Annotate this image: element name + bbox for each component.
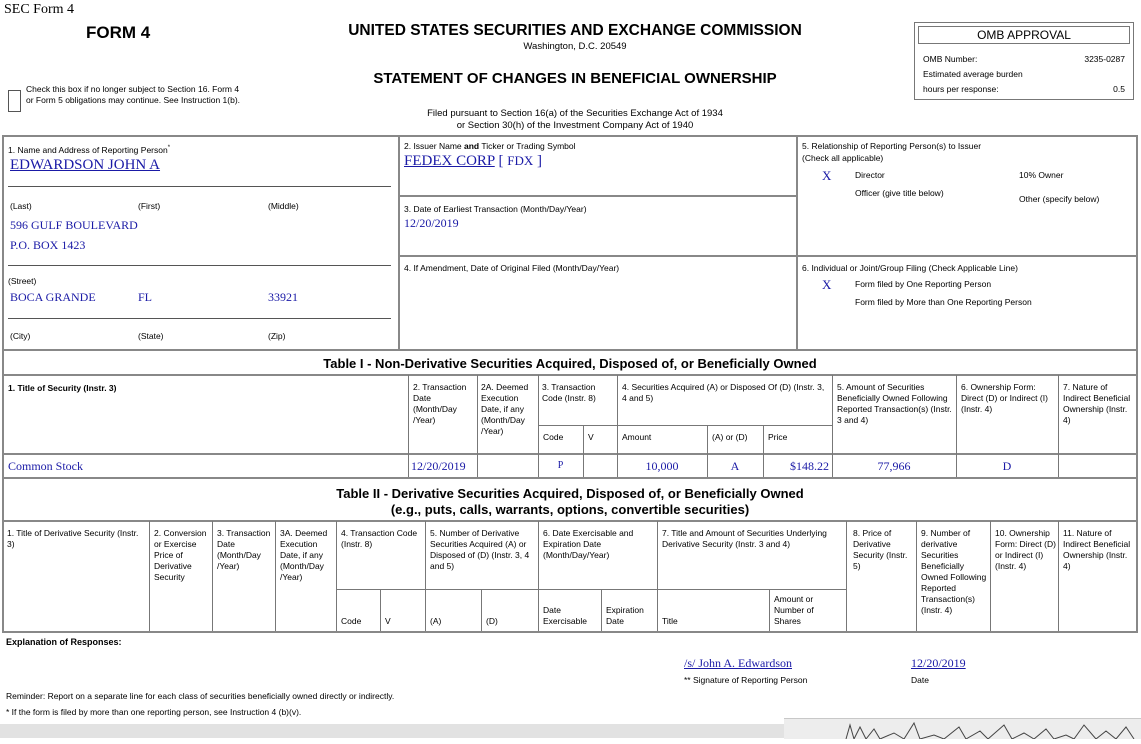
t1-col-title: 1. Title of Security (Instr. 3) — [8, 383, 117, 393]
table2-subtitle: (e.g., puts, calls, warrants, options, convertible securities) — [390, 502, 750, 517]
first-name-label: (First) — [138, 201, 161, 211]
omb-approval-box — [914, 22, 1134, 100]
earliest-transaction-label: 3. Date of Earliest Transaction (Month/Day/Year) — [404, 204, 587, 214]
omb-number-value: 3235-0287 — [1084, 54, 1125, 64]
omb-hours-label: hours per response: — [923, 84, 999, 94]
address-line2: P.O. BOX 1423 — [10, 238, 86, 252]
t2-col-exercise-expiration: 6. Date Exercisable and Expiration Date (Month/Day/Year) — [543, 528, 634, 560]
t2-sub-a: (A) — [430, 616, 442, 626]
city-label: (City) — [10, 331, 31, 341]
t1-col-amount-owned: 5. Amount of Securities Beneficially Owned Following Reported Transaction(s) (Instr. 3 and 4) — [837, 382, 952, 425]
t2-col-nature: 11. Nature of Indirect Beneficial Ownership (Instr. 4) — [1063, 528, 1131, 571]
t2-sub-code: Code — [341, 616, 362, 626]
t1-row-owned: 77,966 — [877, 459, 911, 473]
sec-form-label: SEC Form 4 — [4, 2, 75, 17]
state-label: (State) — [138, 331, 164, 341]
reporting-person-label: 1. Name and Address of Reporting Person* — [8, 144, 171, 155]
t1-row-amount: 10,000 — [645, 459, 679, 473]
zip-label: (Zip) — [268, 331, 286, 341]
t2-col-underlying: 7. Title and Amount of Securities Underlying Derivative Security (Instr. 3 and 4) — [662, 528, 827, 549]
t1-sub-a-or-d: (A) or (D) — [712, 432, 748, 442]
t1-row-title: Common Stock — [8, 459, 84, 473]
t1-col-nature: 7. Nature of Indirect Beneficial Ownership (Instr. 4) — [1063, 382, 1131, 425]
table-row — [2, 455, 1136, 477]
last-name-label: (Last) — [10, 201, 32, 211]
table1-title: Table I - Non-Derivative Securities Acquired, Disposed of, or Beneficially Owned — [323, 356, 817, 371]
reporting-person-name-link[interactable]: EDWARDSON JOHN A — [10, 157, 161, 173]
t2-col-conversion-price: 2. Conversion or Exercise Price of Derivative Security — [154, 528, 207, 582]
section16-checkbox[interactable] — [8, 90, 21, 112]
table2-title: Table II - Derivative Securities Acquired, Disposed of, or Beneficially Owned — [336, 486, 804, 501]
t1-col-ownership-form: 6. Ownership Form: Direct (D) or Indirect (I) (Instr. 4) — [961, 382, 1048, 414]
t1-row-code: P — [557, 460, 564, 471]
issuer-ticker-link[interactable]: FDX — [507, 153, 534, 168]
omb-hours-value: 0.5 — [1113, 84, 1125, 94]
zip-value: 33921 — [268, 290, 298, 304]
t2-sub-amount-shares: Amount or Number of Shares — [774, 594, 814, 626]
t1-sub-price: Price — [768, 432, 788, 442]
director-mark: X — [822, 168, 832, 183]
t1-col-deemed-date: 2A. Deemed Execution Date, if any (Month/Day /Year) — [481, 382, 529, 436]
other-label: Other (specify below) — [1019, 194, 1100, 204]
issuer-name-ticker: FEDEX CORP [ FDX ] — [404, 153, 542, 169]
t2-sub-date-exercisable: Date Exercisable — [543, 605, 587, 626]
signature-link[interactable]: /s/ John A. Edwardson — [684, 656, 792, 670]
issuer-label: 2. Issuer Name and Ticker or Trading Symbol — [404, 141, 576, 151]
state-value: FL — [138, 290, 153, 304]
director-label: Director — [855, 170, 885, 180]
street-label: (Street) — [8, 276, 37, 286]
t2-sub-v: V — [385, 616, 391, 626]
t1-row-a-or-d: A — [730, 459, 740, 473]
t1-row-price: $148.22 — [790, 459, 829, 473]
signature-date: 12/20/2019 — [911, 656, 966, 670]
t2-col-price: 8. Price of Derivative Security (Instr. 5) — [853, 528, 908, 571]
more-persons-label: Form filed by More than One Reporting Person — [855, 297, 1032, 307]
omb-burden-label: Estimated average burden — [923, 69, 1023, 79]
statement-title: STATEMENT OF CHANGES IN BENEFICIAL OWNERSHIP — [373, 70, 777, 87]
signature-label: ** Signature of Reporting Person — [684, 675, 808, 685]
address-line1: 596 GULF BOULEVARD — [10, 218, 138, 232]
one-person-mark: X — [822, 277, 832, 292]
t2-col-title: 1. Title of Derivative Security (Instr. 3) — [7, 528, 139, 549]
relationship-label: 5. Relationship of Reporting Person(s) to Issuer — [802, 141, 982, 151]
t2-col-number-owned: 9. Number of derivative Securities Beneficially Owned Following Reported Transaction(s) (Instr. 4) — [921, 528, 987, 615]
t1-sub-v: V — [588, 432, 594, 442]
t2-sub-title: Title — [662, 616, 678, 626]
filing-label: 6. Individual or Joint/Group Filing (Check Applicable Line) — [802, 263, 1018, 273]
adjacent-window-edge — [784, 718, 1141, 739]
date-label: Date — [911, 675, 929, 685]
t2-col-transaction-date: 3. Transaction Date (Month/Day /Year) — [217, 528, 271, 571]
explanation-label: Explanation of Responses: — [6, 637, 122, 647]
omb-number-label: OMB Number: — [923, 54, 978, 64]
t1-col-acquired-disposed: 4. Securities Acquired (A) or Disposed Of (D) (Instr. 3, 4 and 5) — [622, 382, 825, 403]
reminder-text: Reminder: Report on a separate line for each class of securities beneficially owned directly or indirectly. — [6, 691, 395, 701]
t1-sub-code: Code — [543, 432, 564, 442]
form-number: FORM 4 — [86, 23, 151, 42]
issuer-name-link[interactable]: FEDEX CORP — [404, 153, 495, 169]
t2-sub-d: (D) — [486, 616, 498, 626]
one-person-label: Form filed by One Reporting Person — [855, 279, 992, 289]
officer-label: Officer (give title below) — [855, 188, 944, 198]
t1-row-ownership-form: D — [1002, 459, 1012, 473]
agency-title: UNITED STATES SECURITIES AND EXCHANGE COMMISSION — [348, 22, 802, 39]
ten-percent-owner-label: 10% Owner — [1019, 170, 1064, 180]
t1-col-code: 3. Transaction Code (Instr. 8) — [542, 382, 596, 403]
t2-sub-expiration-date: Expiration Date — [606, 605, 644, 626]
filed-pursuant-text: Filed pursuant to Section 16(a) of the Securities Exchange Act of 1934 or Section 30(h) of the Investment Company Act of 1940 — [427, 108, 723, 131]
chart-preview-icon — [784, 719, 1141, 739]
t2-col-derivative-acquired: 5. Number of Derivative Securities Acquired (A) or Disposed of (D) (Instr. 3, 4 and 5) — [430, 528, 530, 571]
city-value: BOCA GRANDE — [10, 290, 96, 304]
agency-location: Washington, D.C. 20549 — [523, 41, 627, 52]
t1-sub-amount: Amount — [622, 432, 652, 442]
earliest-transaction-date: 12/20/2019 — [404, 216, 459, 230]
t2-col-code: 4. Transaction Code (Instr. 8) — [341, 528, 418, 549]
t1-col-transaction-date: 2. Transaction Date (Month/Day /Year) — [413, 382, 467, 425]
amendment-label: 4. If Amendment, Date of Original Filed (Month/Day/Year) — [404, 263, 620, 273]
middle-name-label: (Middle) — [268, 201, 299, 211]
t1-row-date: 12/20/2019 — [411, 459, 466, 473]
relationship-sublabel: (Check all applicable) — [802, 153, 884, 163]
omb-title: OMB APPROVAL — [918, 26, 1130, 44]
t2-col-deemed-date: 3A. Deemed Execution Date, if any (Month/Day /Year) — [280, 528, 328, 582]
t2-col-ownership-form: 10. Ownership Form: Direct (D) or Indirect (I) (Instr. 4) — [995, 528, 1056, 571]
section16-checkbox-label: Check this box if no longer subject to Section 16. Form 4 or Form 5 obligations may continue. See Instruction 1(b). — [26, 84, 241, 105]
instruction-note: * If the form is filed by more than one reporting person, see Instruction 4 (b)(v). — [6, 707, 302, 717]
